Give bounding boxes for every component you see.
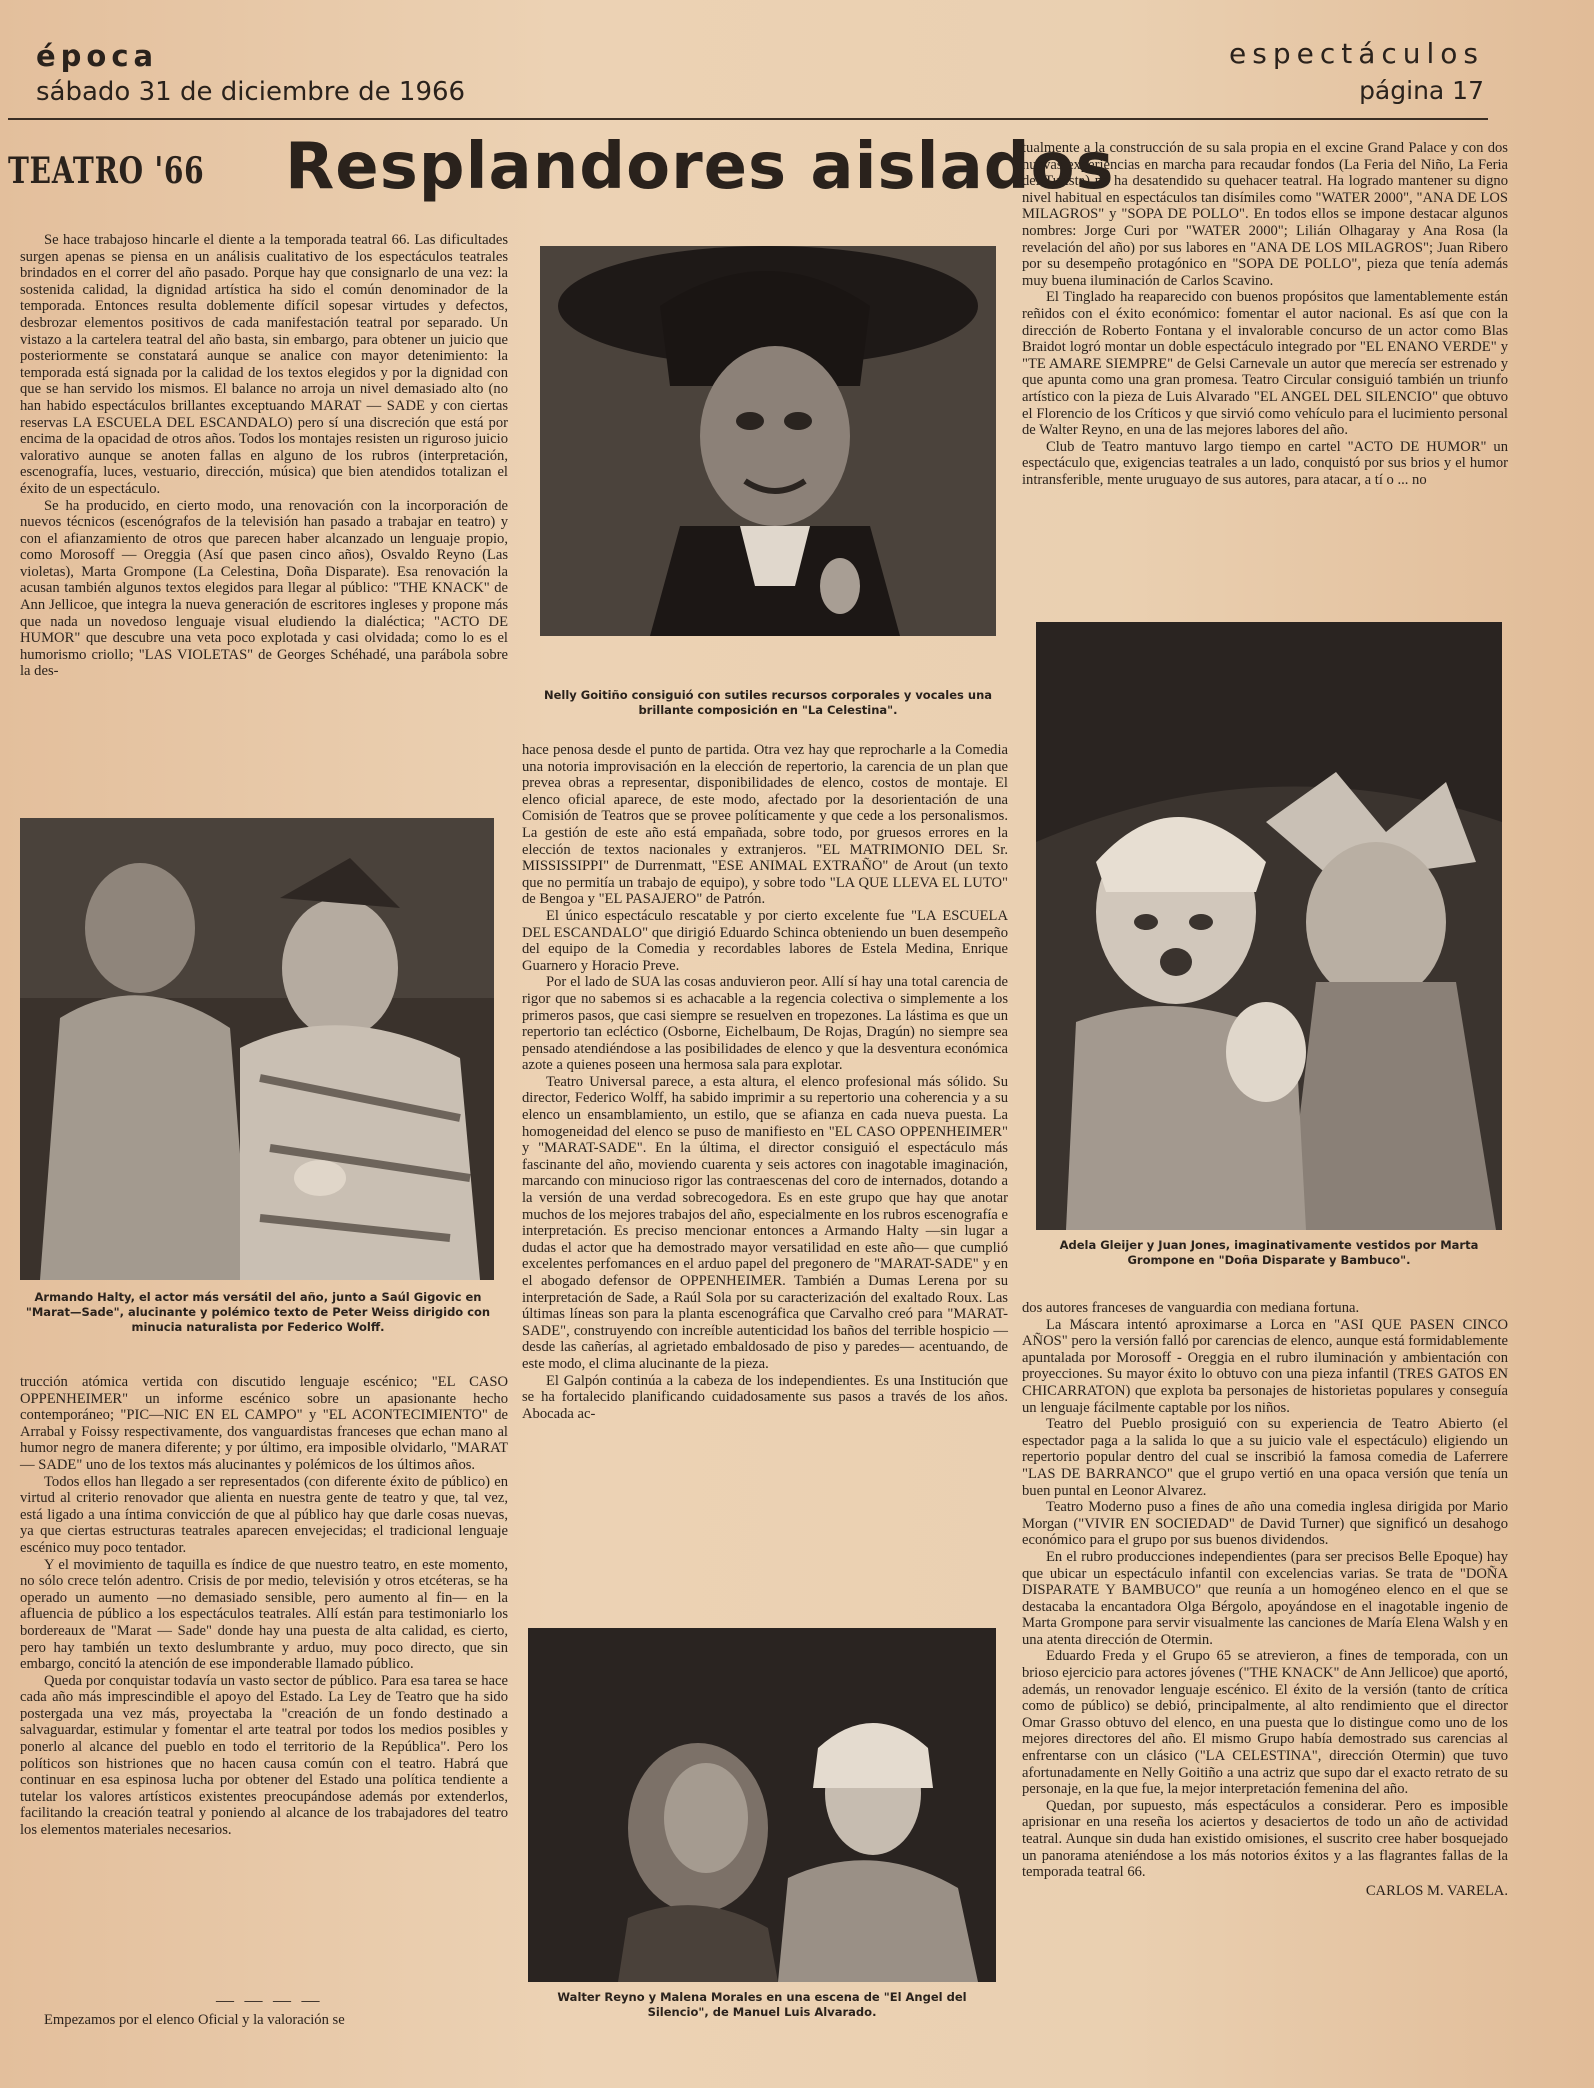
- paragraph: tualmente a la construcción de su sala propia en el excine Grand Palace y con dos nuevas experiencias en marcha para recaudar fondos (La Feria del Niño, La Feria del Turista) no ha desatendido su quehacer teatral. Ha logrado mantener su digno nivel habitual en espectáculos tan disímiles como "WATER 2000", "ANA DE LOS MILAGROS" y "SOPA DE POLLO". En todos ellos se impone destacar algunos nombres: Jorge Curi por "WATER 2000"; Lilián Olhagaray y Ana Rosa (la revelación del año) por sus labores en "ANA DE LOS MILAGROS"; Juan Ribero por su desempeño protagónico en "SOPA DE POLLO", pieza que tenía además muy buena iluminación de Carlos Scavino.: [1022, 140, 1508, 289]
- paragraph: El Tinglado ha reaparecido con buenos propósitos que lamentablemente están reñidos con el éxito económico: fomentar el autor nacional. Es así que con la dirección de Roberto Fontana y el invalorable concurso de un actor como Blas Braidot logró montar un doble espectáculo integrado por "EL ENANO VERDE" y "TE AMARE SIEMPRE" de Gelsi Carnevale un autor que merecía ser estrenado y que apunta como una gran promesa. Teatro Circular consiguió también un triunfo artístico con la pieza de Luis Alvarado "EL ANGEL DEL SILENCIO" que obtuvo el Florencio de los Críticos y que sirvió como vehículo para el lucimiento personal de Walter Reyno, en una de las mejores labores del año.: [1022, 289, 1508, 439]
- page-number: página 17: [1359, 76, 1484, 105]
- paragraph: Por el lado de SUA las cosas anduvieron peor. Allí sí hay una total carencia de rigor que no sabemos si es achacable a la regencia colectiva o simplemente a los primeros pasos, que casi siempre se resuelven en tropezones. La lástima es que un repertorio tan ecléctico (Osborne, Eichelbaum, De Rojas, Dragún) no siempre sea pensado atendiéndose a las posibilidades de elenco y que la desventura económica azote a quienes poseen una hermosa sala para explotar.: [522, 974, 1008, 1074]
- paragraph: Se ha producido, en cierto modo, una renovación con la incorporación de nuevos técnicos (escenógrafos de la televisión han pasado a trabajar en teatro) y con el afianzamiento de otros que parecen haber alcanzado un lenguaje propio, como Morosoff — Oreggia (Así que pasen cinco años), Osvaldo Reyno (Las violetas), Marta Grompone (La Celestina, Doña Disparate). Esa renovación la acusan también algunos textos elegidos para llegar al público: "THE KNACK" de Ann Jellicoe, que integra la nueva generación de escritores ingleses y propone más que nada un novedoso lenguaje visual eludiendo la dialéctica; "ACTO DE HUMOR" que descubre una veta poco explotada y casi olvidada; como lo es el humorismo criollo; "LAS VIOLETAS" de Georges Schéhadé, una parábola sobre la des-: [20, 497, 508, 680]
- paragraph: Queda por conquistar todavía un vasto sector de público. Para esa tarea se hace cada año más imprescindible el apoyo del Estado. La Ley de Teatro que ha sido postergada una vez más, proyectaba la "creación de un fondo destinado a salvaguardar, estimular y fomentar el arte teatral por todos los medios posibles y ponerlo al alcance del pueblo en todo el territorio de la República". Pero los políticos son histriones que no hacen causa común con el teatro. Habrá que continuar en esa espinosa lucha por obtener del Estado una política tendiente a tutelar los valores artísticos existentes preocupándose además por extenderlos, facilitando la creación teatral y poniendo al alcance de los trabajadores del teatro los elementos materiales necesarios.: [20, 1672, 508, 1839]
- paragraph: El único espectáculo rescatable y por cierto excelente fue "LA ESCUELA DEL ESCANDALO" que dirigió Eduardo Schinca obteniendo un buen desempeño del equipo de la Comedia y recordables labores de Estela Medina, Enrique Guarnero y Horacio Preve.: [522, 907, 1008, 974]
- paragraph: trucción atómica vertida con discutido lenguaje escénico; "EL CASO OPPENHEIMER" un informe escénico sobre un apasionante hecho contemporáneo; "PIC—NIC EN EL CAMPO" y "EL ACONTECIMIENTO" de Arrabal y Foissy respectivamente, dos vanguardistas franceses que echan mano al humor negro de manera diferente; y por último, era imposible olvidarlo, "MARAT — SADE" uno de los textos más alucinantes y polémicos de los últimos años.: [20, 1374, 508, 1473]
- photo-halty-gigovic: [20, 818, 494, 1280]
- caption-halty: Armando Halty, el actor más versátil del año, junto a Saúl Gigovic en "Marat—Sade", alucinante y polémico texto de Peter Weiss dirigido con minucia naturalista por Federico Wolff.: [25, 1290, 491, 1334]
- column-1-bottom: [20, 1374, 508, 1994]
- paragraph: El Galpón continúa a la cabeza de los independientes. Es una Institución que se ha fortalecido planificando cuidadosamente sus pasos a través de los años. Abocada ac-: [522, 1372, 1008, 1422]
- header-right: [1229, 37, 1484, 105]
- header-rule: [8, 118, 1488, 120]
- publication-name: época: [36, 39, 159, 73]
- article-kicker: TEATRO '66: [8, 150, 205, 192]
- photo-reyno-morales: [528, 1628, 996, 1982]
- column-3-bottom: [1022, 1300, 1508, 2040]
- paragraph: Quedan, por supuesto, más espectáculos a considerar. Pero es imposible aprisionar en una reseña los aciertos y desaciertos de todo un año de actividad teatral. Aunque sin duda han existido omisiones, el suscrito cree haber bosquejado un panorama ateniéndose a los más notorios éxitos y a las flagrantes fallas de la temporada teatral 66.: [1022, 1797, 1508, 1881]
- paragraph: La Máscara intentó aproximarse a Lorca en "ASI QUE PASEN CINCO AÑOS" pero la versión falló por carencias de elenco, aunque está formidablemente apuntalada por Morosoff - Oreggia en el rubro iluminación y ambientación con proyecciones. Su mayor éxito lo obtuvo con una pieza infantil (TRES GATOS EN CHICARRATON) que explota ba personajes de historietas populares y conseguía un lenguaje fácilmente captable por los niños.: [1022, 1316, 1508, 1416]
- paragraph: Club de Teatro mantuvo largo tiempo en cartel "ACTO DE HUMOR" un espectáculo que, exigencias teatrales a un lado, conquistó por sus brios y el humor intransferible, mente uruguayo de sus autores, para atacar, a tí o ... no: [1022, 438, 1508, 488]
- caption-gleijer: Adela Gleijer y Juan Jones, imaginativamente vestidos por Marta Grompone en "Doña Disparate y Bambuco".: [1059, 1238, 1479, 1267]
- paragraph: En el rubro producciones independientes (para ser precisos Belle Epoque) hay que ubicar un espectáculo infantil con excelencias varias. Se trata de "DOÑA DISPARATE Y BAMBUCO" que reunía a un homogéneo elenco en el que se destacaba la encantadora Olga Bérgolo, apoyándose en el inagotable ingenio de Marta Grompone para servir visualmente las canciones de María Elena Walsh y en una atenta dirección de Otermin.: [1022, 1548, 1508, 1648]
- header-left: [36, 39, 466, 107]
- section-name: espectáculos: [1229, 37, 1484, 70]
- paragraph: Eduardo Freda y el Grupo 65 se atrevieron, a fines de temporada, con un brioso ejercicio para actores jóvenes ("THE KNACK" de Ann Jellicoe) que aportó, además, un renovador lenguaje escénico. El éxito de la versión (tanto de crítica como de público) se debió, principalmente, al alto rendimiento que el director Omar Grasso obtuvo del elenco, en una puesta que lo distingue como uno de los mejores directores del año. El mismo Grupo había demostrado sus carencias al enfrentarse con un clásico ("LA CELESTINA", dirección Otermin) que tuvo afortunadamente en Nelly Goitiño a una actriz que supo dar el exacto retrato de su personaje, en la que fue, la mejor interpretación femenina del año.: [1022, 1648, 1508, 1798]
- paragraph: Empezamos por el elenco Oficial y la valoración se: [44, 2012, 345, 2028]
- paragraph: Teatro del Pueblo prosiguió con su experiencia de Teatro Abierto (el espectador paga a la salida lo que a su juicio vale el espectáculo) eligiendo un repertorio popular dentro del cual se inscribió la famosa comedia de Laferrere "LAS DE BARRANCO" que el grupo vertió en una opaca versión que tenía un buen puntal en Leonor Alvarez.: [1022, 1416, 1508, 1499]
- paragraph: Teatro Universal parece, a esta altura, el elenco profesional más sólido. Su director, Federico Wolff, ha sabido imprimir a su repertorio una coherencia y a su elenco un ensamblamiento, un estilo, que se afianza en cada nueva puesta. La homogeneidad del elenco se puso de manifiesto en "EL CASO OPPENHEIMER" y "MARAT-SADE". En la última, el director consiguió el espectáculo más fascinante del año, moviendo cuarenta y seis actores con inagotable imaginación, marcando con minucioso rigor las contraescenas del coro de internados, dotando a la versión de una verdad sobrecogedora. Es en este grupo que hay que anotar muchos de los mejores trabajos del año, especialmente en los rubros escenografía e interpretación. Es preciso mencionar entonces a Armando Halty —sin lugar a dudas el actor que ha demostrado mayor versatilidad en este año— que cumplió excelentes perfomances en el arduo papel del pregonero de "MARAT-SADE" y en el abogado defensor de OPPENHEIMER. También a Dumas Lerena por su interpretación de Sade, a Raúl Sola por su caracterización del exaltado Roux. Las últimas líneas son para la planta escenográfica que Carvalho creó para "MARAT-SADE", construyendo con increíble autenticidad los baños del terrible hospicio —desde las cañerías, al agrietado embaldosado de piso y paredes— acentuando, de este modo, el clima alucinante de la pieza.: [522, 1073, 1008, 1372]
- paragraph: hace penosa desde el punto de partida. Otra vez hay que reprocharle a la Comedia una notoria improvisación en la elección de repertorio, la carencia de un plan que prevea obras a representar, disponibilidades de elenco, costos de montaje. El elenco oficial aparece, de este modo, afectado por la desorientación de una Comisión de Teatros que se provee políticamente y que cede a los personalismos. La gestión de este año está empañada, sobre todo, por gruesos errores en la elección de textos nacionales y extranjeros. "EL MATRIMONIO DEL Sr. MISSISSIPPI" de Durrenmatt, "ESE ANIMAL EXTRAÑO" de Arout (un texto que no permitía un trabajo de equipo), y sobre todo "LA QUE LLEVA EL LUTO" de Bengoa y "EL PASAJERO" de Patrón.: [522, 742, 1008, 908]
- issue-date: sábado 31 de diciembre de 1966: [36, 77, 466, 107]
- paragraph: dos autores franceses de vanguardia con mediana fortuna.: [1022, 1300, 1360, 1316]
- section-separator: — — — —: [216, 1990, 323, 2010]
- column-1-last: [20, 2012, 508, 2029]
- column-1-top: [20, 232, 508, 792]
- paragraph: Y el movimiento de taquilla es índice de que nuestro teatro, en este momento, no sólo crece telón adentro. Crisis de por medio, televisión y otros etcéteras, se ha operado un aumento —no demasiado sensible, pero aumento al fin— en la afluencia de público a los espectáculos teatrales. Allí están para testimoniarlo los bordereaux de "Marat — Sade" donde hay una puesta de alta calidad, es cierto, pero hay también un texto deslumbrante y arduo, muy poco directo, que sin embargo, concitó la atención de ese imponderable llamado público.: [20, 1556, 508, 1673]
- caption-reyno: Walter Reyno y Malena Morales en una escena de "El Angel del Silencio", de Manuel Luis Alvarado.: [557, 1990, 967, 2019]
- caption-goitino: Nelly Goitiño consiguió con sutiles recursos corporales y vocales una brillante composición en "La Celestina".: [543, 688, 993, 717]
- paragraph: Teatro Moderno puso a fines de año una comedia inglesa dirigida por Mario Morgan ("VIVIR EN SOCIEDAD" de David Turner) que significó un desahogo económico para el grupo por sus buenos dividendos.: [1022, 1499, 1508, 1549]
- paragraph: Todos ellos han llegado a ser representados (con diferente éxito de público) en virtud al criterio renovador que alienta en nuestra gente de teatro y que, tal vez, está ligado a una íntima convicción de que al público hay que darle cosas nuevas, ya que ciertas estructuras teatrales aparecen envejecidas; el tradicional lenguaje escénico muy poco tentador.: [20, 1473, 508, 1556]
- author-signature: CARLOS M. VARELA.: [1365, 1882, 1508, 1899]
- photo-nelly-goitino: [540, 246, 996, 636]
- column-3-top: [1022, 140, 1508, 610]
- paragraph: Se hace trabajoso hincarle el diente a la temporada teatral 66. Las dificultades surgen apenas se piensa en un análisis cualitativo de los espectáculos teatrales brindados en el correr del año pasado. Porque hay que consignarlo de una vez: la sostenida calidad, la dignidad artística ha sido el común denominador de la temporada. Entonces resulta doblemente difícil sopesar virtudes y defectos, desbrozar elementos positivos de cada manifestación teatral por separado. Un vistazo a la cartelera teatral del año basta, sin embargo, para obtener un juicio que posteriormente se constatará aunque se analice con mayor detenimiento: la temporada está signada por la calidad de los textos elegidos y por la dignidad con que se han servido los mismos. El balance no arroja un nivel demasiado alto (no han habido espectáculos brillantes exceptuando MARAT — SADE y con ciertas reservas LA ESCUELA DEL ESCANDALO) pero sí una discreción que está por encima de la opacidad de otros años. Todos los montajes resisten un riguroso juicio valorativo aunque se anoten fallas en alguno de los rubros (interpretación, escenografía, luces, vestuario, dirección, música) que bien atendidos totalizan el éxito de un espectáculo.: [20, 232, 508, 497]
- column-2: [522, 742, 1008, 1612]
- photo-gleijer-jones: [1036, 622, 1502, 1230]
- article-title: Resplandores aislados: [285, 130, 1115, 204]
